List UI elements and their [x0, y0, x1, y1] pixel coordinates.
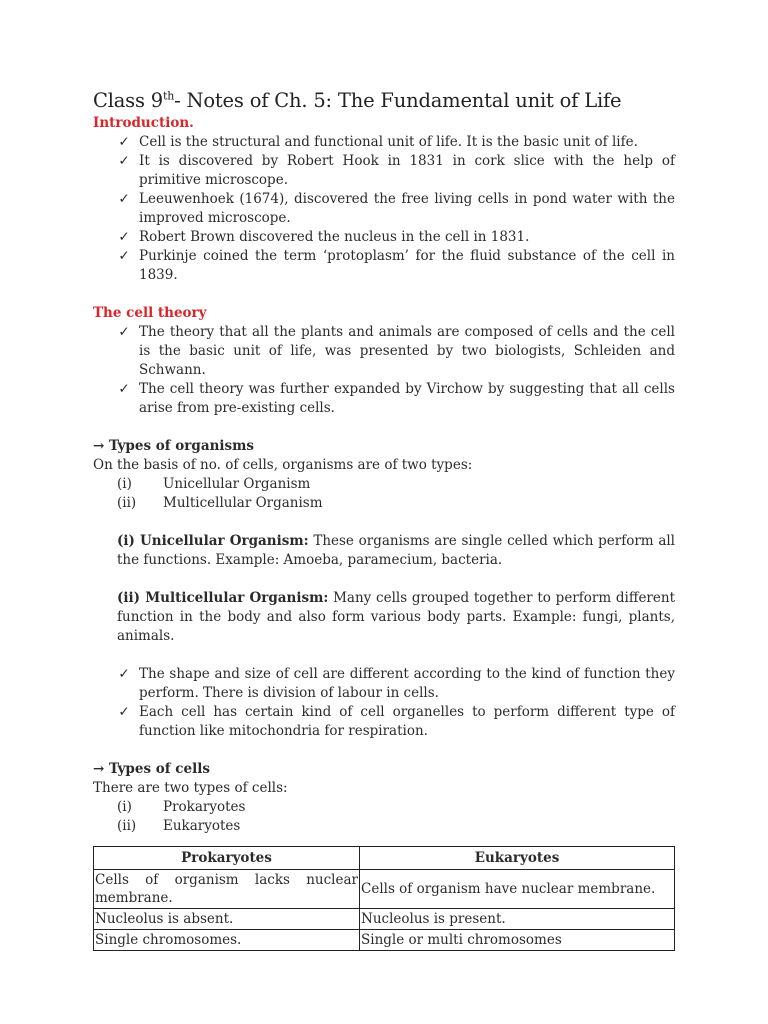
table-cell: Nucleolus is absent. [94, 909, 360, 930]
table-cell: Cells of organism lacks nuclear membrane. [94, 870, 360, 909]
list-item: (i) Prokaryotes [117, 799, 246, 815]
section-heading-introduction: Introduction. [93, 115, 194, 131]
check-icon: ✓ [118, 666, 130, 682]
table-header-cell: Prokaryotes [94, 847, 360, 870]
list-item: ✓ Cell is the structural and functional unit of life. It is the basic unit of life. [118, 134, 638, 150]
multicellular-paragraph: (ii) Multicellular Organism: Many cells grouped together to perform different function in the body and also form various body parts. Example: fungi, plants, animals. [117, 590, 675, 644]
check-icon: ✓ [118, 134, 130, 150]
list-item: (i) Unicellular Organism [117, 476, 311, 492]
table-cell: Single chromosomes. [94, 930, 360, 951]
unicellular-paragraph: (i) Unicellular Organism: These organisms are single celled which perform all the functions. Example: Amoeba, paramecium, bacteria. [117, 533, 676, 568]
table-row [94, 930, 675, 951]
arrow-icon: → [93, 438, 105, 454]
cells-list [93, 798, 675, 836]
check-icon: ✓ [118, 324, 130, 340]
list-item: (ii) Multicellular Organism [117, 495, 323, 511]
table-cell: Single or multi chromosomes [360, 930, 675, 951]
document-page [93, 88, 675, 951]
check-icon: ✓ [118, 381, 130, 397]
cell-theory-list [93, 323, 675, 418]
list-item: (ii) Eukaryotes [117, 818, 241, 834]
table-header-cell: Eukaryotes [360, 847, 675, 870]
organisms-checks-list [93, 665, 675, 741]
list-item: ✓ The cell theory was further expanded by Virchow by suggesting that all cells arise from pre-existing cells. [118, 381, 675, 416]
list-item: ✓ The shape and size of cell are different according to the kind of function they perform. There is division of labour in cells. [118, 666, 675, 701]
list-item: ✓ Purkinje coined the term ‘protoplasm’ for the fluid substance of the cell in 1839. [118, 248, 675, 283]
cell-comparison-table [93, 846, 675, 951]
introduction-list [93, 133, 675, 285]
cells-intro: There are two types of cells: [93, 780, 288, 796]
title-superscript: th [163, 89, 175, 103]
section-heading-types-of-cells: → Types of cells [93, 761, 210, 777]
table-row [94, 909, 675, 930]
check-icon: ✓ [118, 191, 130, 207]
check-icon: ✓ [118, 248, 130, 264]
check-icon: ✓ [118, 229, 130, 245]
table-cell: Nucleolus is present. [360, 909, 675, 930]
table-cell: Cells of organism have nuclear membrane. [360, 870, 675, 909]
arrow-icon: → [93, 761, 105, 777]
section-heading-types-of-organisms: → Types of organisms [93, 438, 254, 454]
section-heading-cell-theory: The cell theory [93, 305, 207, 321]
table-header-row [94, 847, 675, 870]
table-row [94, 870, 675, 909]
list-item: ✓ Leeuwenhoek (1674), discovered the free living cells in pond water with the improved microscope. [118, 191, 675, 226]
list-item: ✓ Each cell has certain kind of cell organelles to perform different type of function like mitochondria for respiration. [118, 704, 675, 739]
page-title: Class 9th- Notes of Ch. 5: The Fundamental unit of Life [93, 89, 622, 112]
organisms-intro: On the basis of no. of cells, organisms are of two types: [93, 457, 473, 473]
organisms-list [93, 475, 675, 513]
list-item: ✓ It is discovered by Robert Hook in 1831 in cork slice with the help of primitive microscope. [118, 153, 675, 188]
list-item: ✓ The theory that all the plants and animals are composed of cells and the cell is the basic unit of life, was presented by two biologists, Schleiden and Schwann. [118, 324, 675, 378]
check-icon: ✓ [118, 704, 130, 720]
list-item: ✓ Robert Brown discovered the nucleus in the cell in 1831. [118, 229, 530, 245]
check-icon: ✓ [118, 153, 130, 169]
